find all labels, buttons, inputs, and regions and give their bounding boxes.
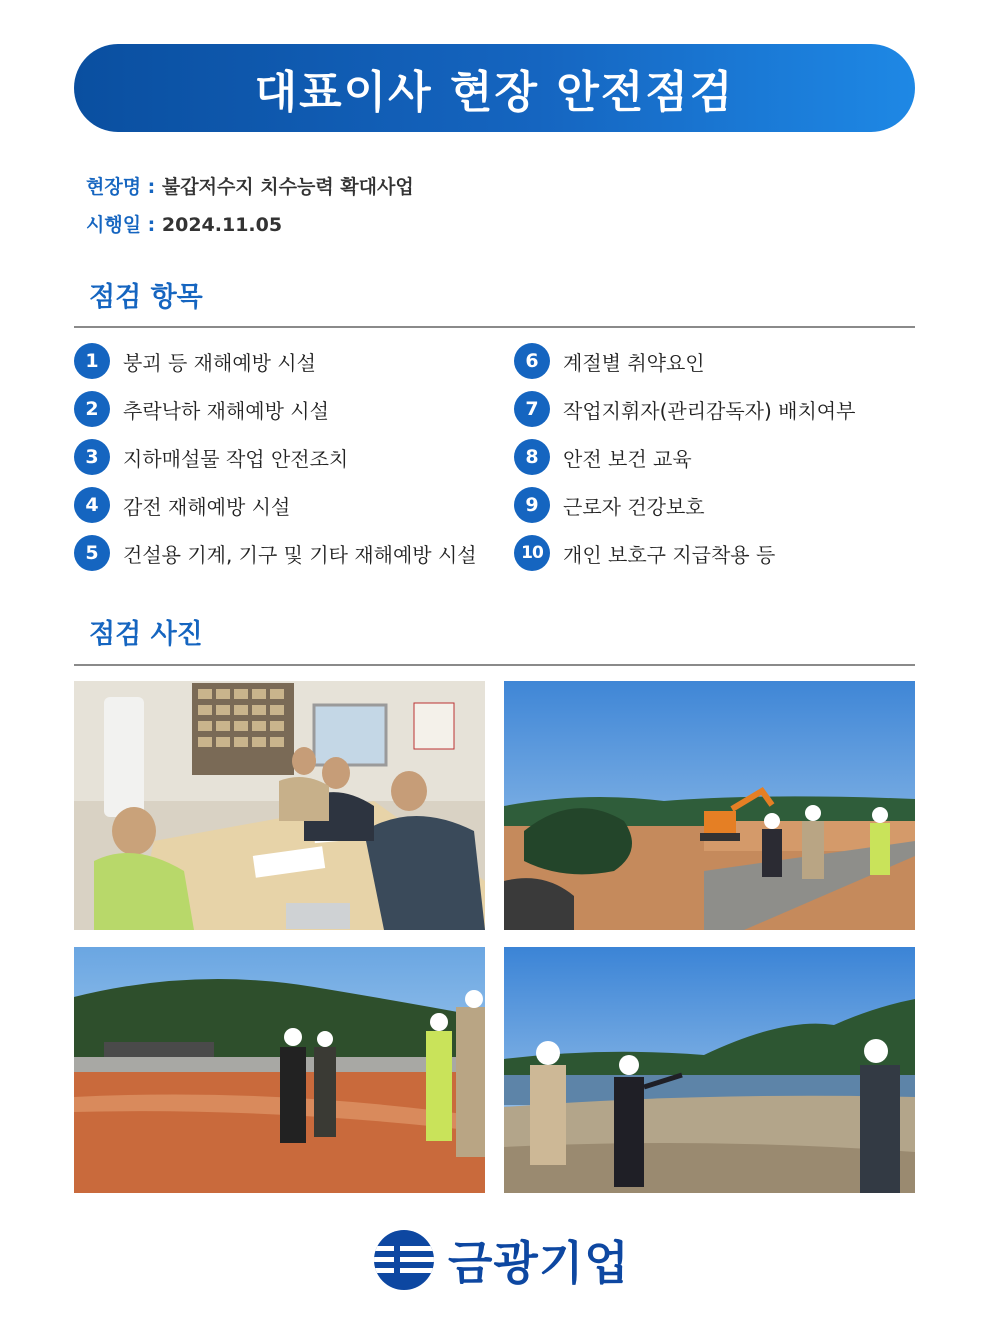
list-item — [514, 439, 855, 475]
item-number-badge: 6 — [514, 343, 550, 379]
item-text: 안전 보건 교육 — [563, 446, 692, 471]
meeting-photo — [74, 681, 485, 930]
item-text: 지하매설물 작업 안전조치 — [123, 446, 349, 471]
item-number-badge: 2 — [74, 391, 110, 427]
list-item — [514, 343, 855, 379]
company-logo — [372, 1228, 630, 1292]
page-title: 대표이사 현장 안전점검 — [254, 67, 735, 118]
list-item — [74, 343, 477, 379]
site-label: 현장명 : — [86, 176, 162, 198]
items-divider — [74, 326, 915, 328]
company-logo-text: 금광기업 — [448, 1236, 630, 1290]
inspection-items — [74, 343, 915, 583]
reservoir-photo — [504, 947, 915, 1193]
photos-heading: 점검 사진 — [89, 619, 203, 650]
item-text: 개인 보호구 지급착용 등 — [563, 542, 776, 567]
item-text: 작업지휘자(관리감독자) 배치여부 — [563, 398, 856, 423]
item-number-badge: 1 — [74, 343, 110, 379]
item-number-badge: 9 — [514, 487, 550, 523]
items-column-right — [514, 343, 855, 583]
title-banner — [74, 44, 915, 132]
item-number-badge: 5 — [74, 535, 110, 571]
list-item — [74, 439, 477, 475]
date-label: 시행일 : — [86, 214, 162, 236]
item-number-badge: 7 — [514, 391, 550, 427]
items-heading: 점검 항목 — [89, 282, 203, 313]
date-info — [86, 210, 282, 237]
list-item — [74, 535, 477, 571]
list-item — [74, 391, 477, 427]
site-walk-photo — [74, 947, 485, 1193]
list-item — [514, 487, 855, 523]
list-item — [514, 535, 855, 571]
items-column-left — [74, 343, 477, 583]
list-item — [74, 487, 477, 523]
item-text: 추락낙하 재해예방 시설 — [123, 398, 329, 423]
excavator-site-photo — [504, 681, 915, 930]
item-text: 계절별 취약요인 — [563, 350, 705, 375]
photos-divider — [74, 664, 915, 666]
list-item — [514, 391, 855, 427]
item-number-badge: 4 — [74, 487, 110, 523]
item-number-badge: 3 — [74, 439, 110, 475]
company-logo-icon — [372, 1228, 436, 1292]
date-value: 2024.11.05 — [161, 214, 283, 236]
site-info — [86, 172, 414, 199]
item-text: 감전 재해예방 시설 — [123, 494, 291, 519]
item-text: 근로자 건강보호 — [563, 494, 705, 519]
site-value: 불갑저수지 치수능력 확대사업 — [161, 176, 414, 198]
item-text: 건설용 기계, 기구 및 기타 재해예방 시설 — [123, 542, 477, 567]
item-text: 붕괴 등 재해예방 시설 — [123, 350, 316, 375]
item-number-badge: 10 — [514, 535, 550, 571]
item-number-badge: 8 — [514, 439, 550, 475]
